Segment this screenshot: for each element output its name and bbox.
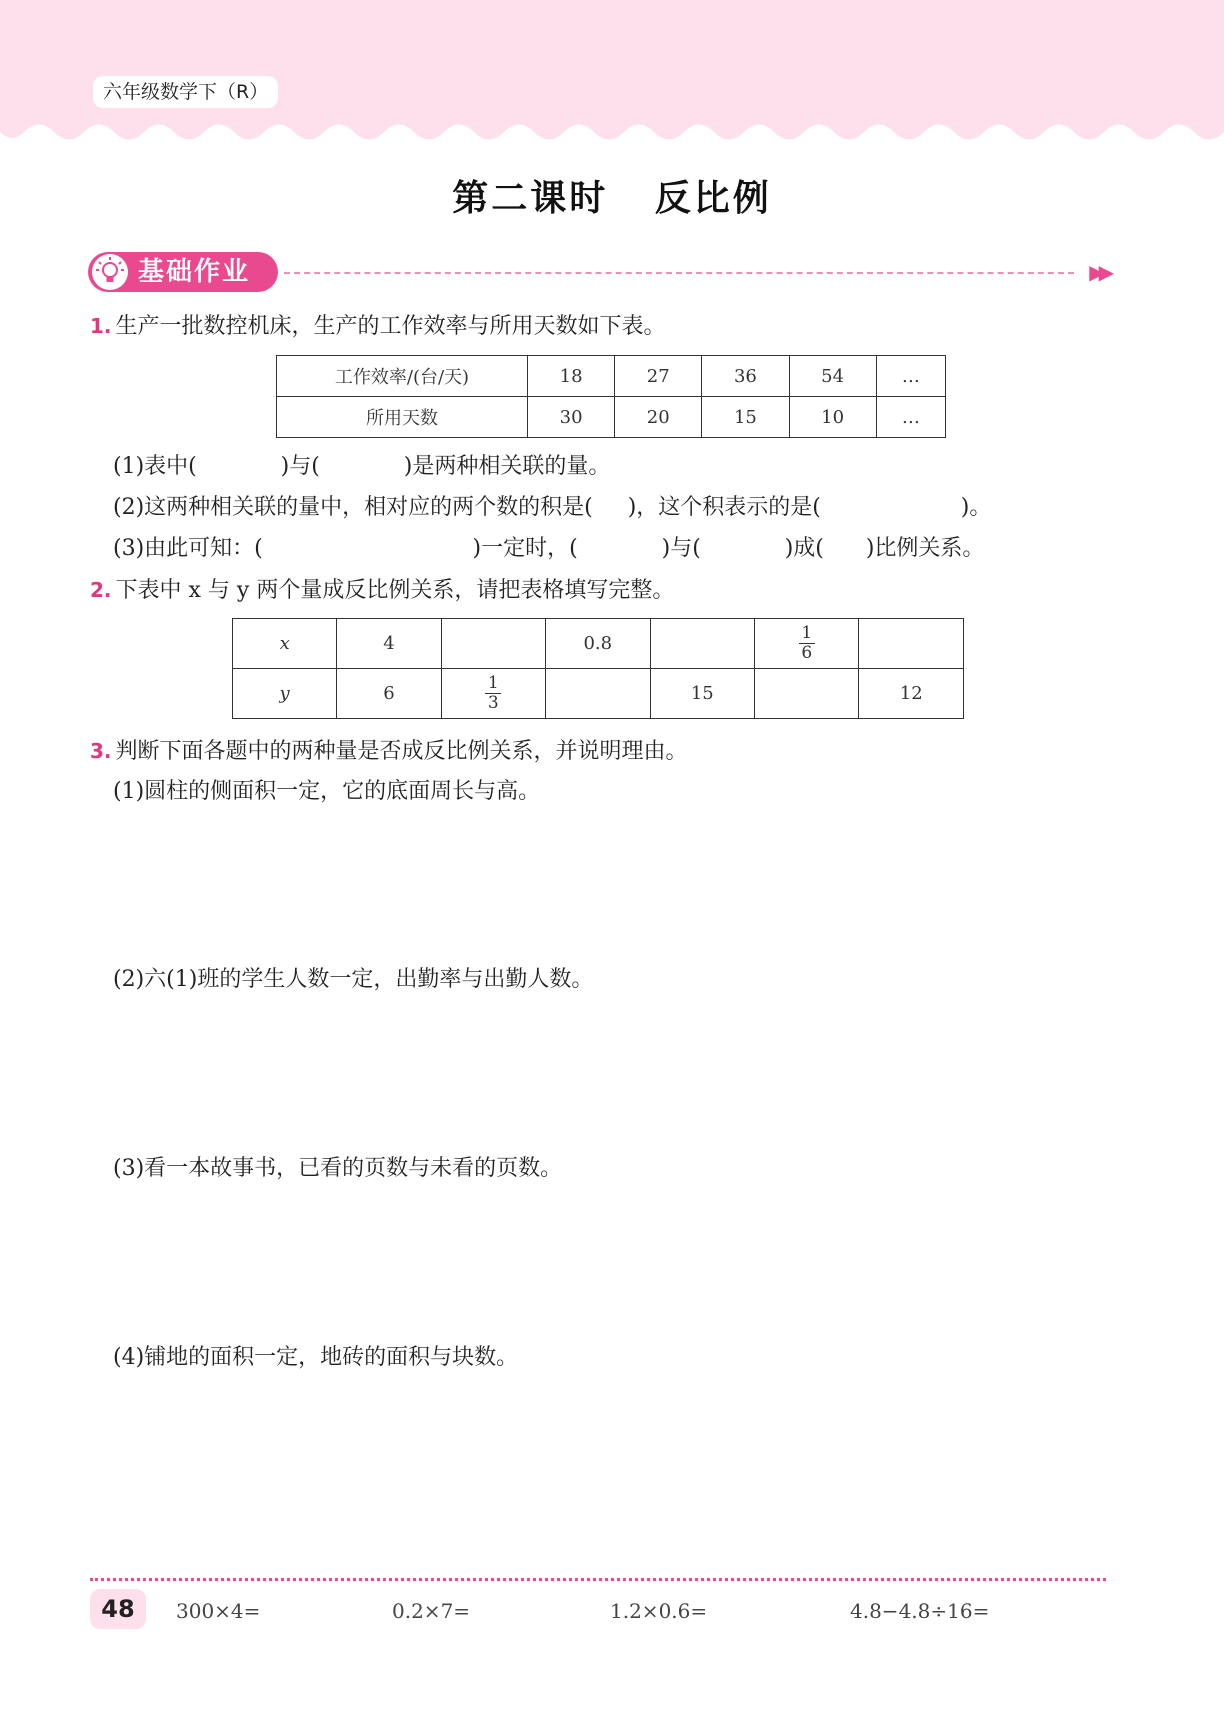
inverse-proportion-table xyxy=(232,618,964,719)
header-band xyxy=(0,0,1224,150)
page-number: 48 xyxy=(90,1589,146,1629)
table-cell: 工作效率/(台/天) xyxy=(277,356,528,397)
table-cell: 18 xyxy=(528,356,615,397)
table-cell: 0.8 xyxy=(545,619,650,669)
fraction-denominator: 6 xyxy=(801,643,813,663)
book-tag: 六年级数学下（R） xyxy=(93,76,278,108)
section-pill xyxy=(88,252,278,292)
mental-calc-1: 300×4= xyxy=(176,1599,261,1623)
lightbulb-icon xyxy=(92,254,128,290)
table-cell: 15 xyxy=(650,669,755,719)
q3-item-1: (1)圆柱的侧面积一定，它的底面周长与高。 xyxy=(113,779,541,804)
footer-divider xyxy=(90,1578,1106,1581)
table-cell xyxy=(441,669,545,719)
table-cell: 20 xyxy=(615,397,702,438)
table-cell: … xyxy=(876,356,945,397)
answer-cell[interactable] xyxy=(441,619,545,669)
table-cell: 6 xyxy=(337,669,441,719)
fraction xyxy=(799,625,815,662)
answer-cell[interactable] xyxy=(755,669,859,719)
table-row xyxy=(233,669,964,719)
table-cell: 30 xyxy=(528,397,615,438)
question-number: 2. xyxy=(90,578,112,602)
answer-cell[interactable] xyxy=(650,619,755,669)
table-row xyxy=(277,397,946,438)
mental-calc-2: 0.2×7= xyxy=(392,1599,471,1623)
table-cell: … xyxy=(876,397,945,438)
question-text: 下表中 x 与 y 两个量成反比例关系，请把表格填写完整。 xyxy=(115,578,675,603)
question-number: 3. xyxy=(90,739,112,763)
fraction-numerator: 1 xyxy=(487,673,499,693)
question-text: 生产一批数控机床，生产的工作效率与所用天数如下表。 xyxy=(115,314,666,339)
dashed-divider xyxy=(284,272,1074,274)
table-cell: 36 xyxy=(702,356,789,397)
section-header xyxy=(88,250,1108,296)
section-label: 基础作业 xyxy=(138,257,251,287)
table-row xyxy=(233,619,964,669)
mental-calc-4: 4.8−4.8÷16= xyxy=(850,1599,990,1623)
table-cell: 54 xyxy=(789,356,876,397)
fraction xyxy=(485,675,501,712)
q3-item-3: (3)看一本故事书，已看的页数与未看的页数。 xyxy=(113,1156,563,1181)
page-title: 第二课时 反比例 xyxy=(452,178,772,219)
question-text: 判断下面各题中的两种量是否成反比例关系，并说明理由。 xyxy=(115,739,688,764)
answer-cell[interactable] xyxy=(545,669,650,719)
table-cell: 12 xyxy=(859,669,964,719)
table-cell: x xyxy=(233,619,337,669)
table-cell: 4 xyxy=(337,619,441,669)
question-2 xyxy=(90,575,674,606)
table-cell: 27 xyxy=(615,356,702,397)
table-cell: 15 xyxy=(702,397,789,438)
question-1 xyxy=(90,311,666,342)
table-cell xyxy=(755,619,859,669)
efficiency-table xyxy=(276,355,946,438)
question-3 xyxy=(90,736,688,767)
table-cell: y xyxy=(233,669,337,719)
q1-sub-2: (2)这两种相关联的量中，相对应的两个数的积是( )，这个积表示的是( )。 xyxy=(113,495,992,520)
fraction-numerator: 1 xyxy=(801,623,813,643)
table-cell: 10 xyxy=(789,397,876,438)
table-row xyxy=(277,356,946,397)
question-number: 1. xyxy=(90,314,112,338)
q1-sub-1: (1)表中( )与( )是两种相关联的量。 xyxy=(113,454,611,479)
q1-sub-3: (3)由此可知：( )一定时，( )与( )成( )比例关系。 xyxy=(113,536,985,561)
q3-item-4: (4)铺地的面积一定，地砖的面积与块数。 xyxy=(113,1345,519,1370)
double-arrow-icon: ▶▶ xyxy=(1089,260,1108,284)
mental-calc-3: 1.2×0.6= xyxy=(610,1599,708,1623)
answer-cell[interactable] xyxy=(859,619,964,669)
q3-item-2: (2)六(1)班的学生人数一定，出勤率与出勤人数。 xyxy=(113,967,594,992)
table-cell: 所用天数 xyxy=(277,397,528,438)
fraction-denominator: 3 xyxy=(487,693,499,713)
